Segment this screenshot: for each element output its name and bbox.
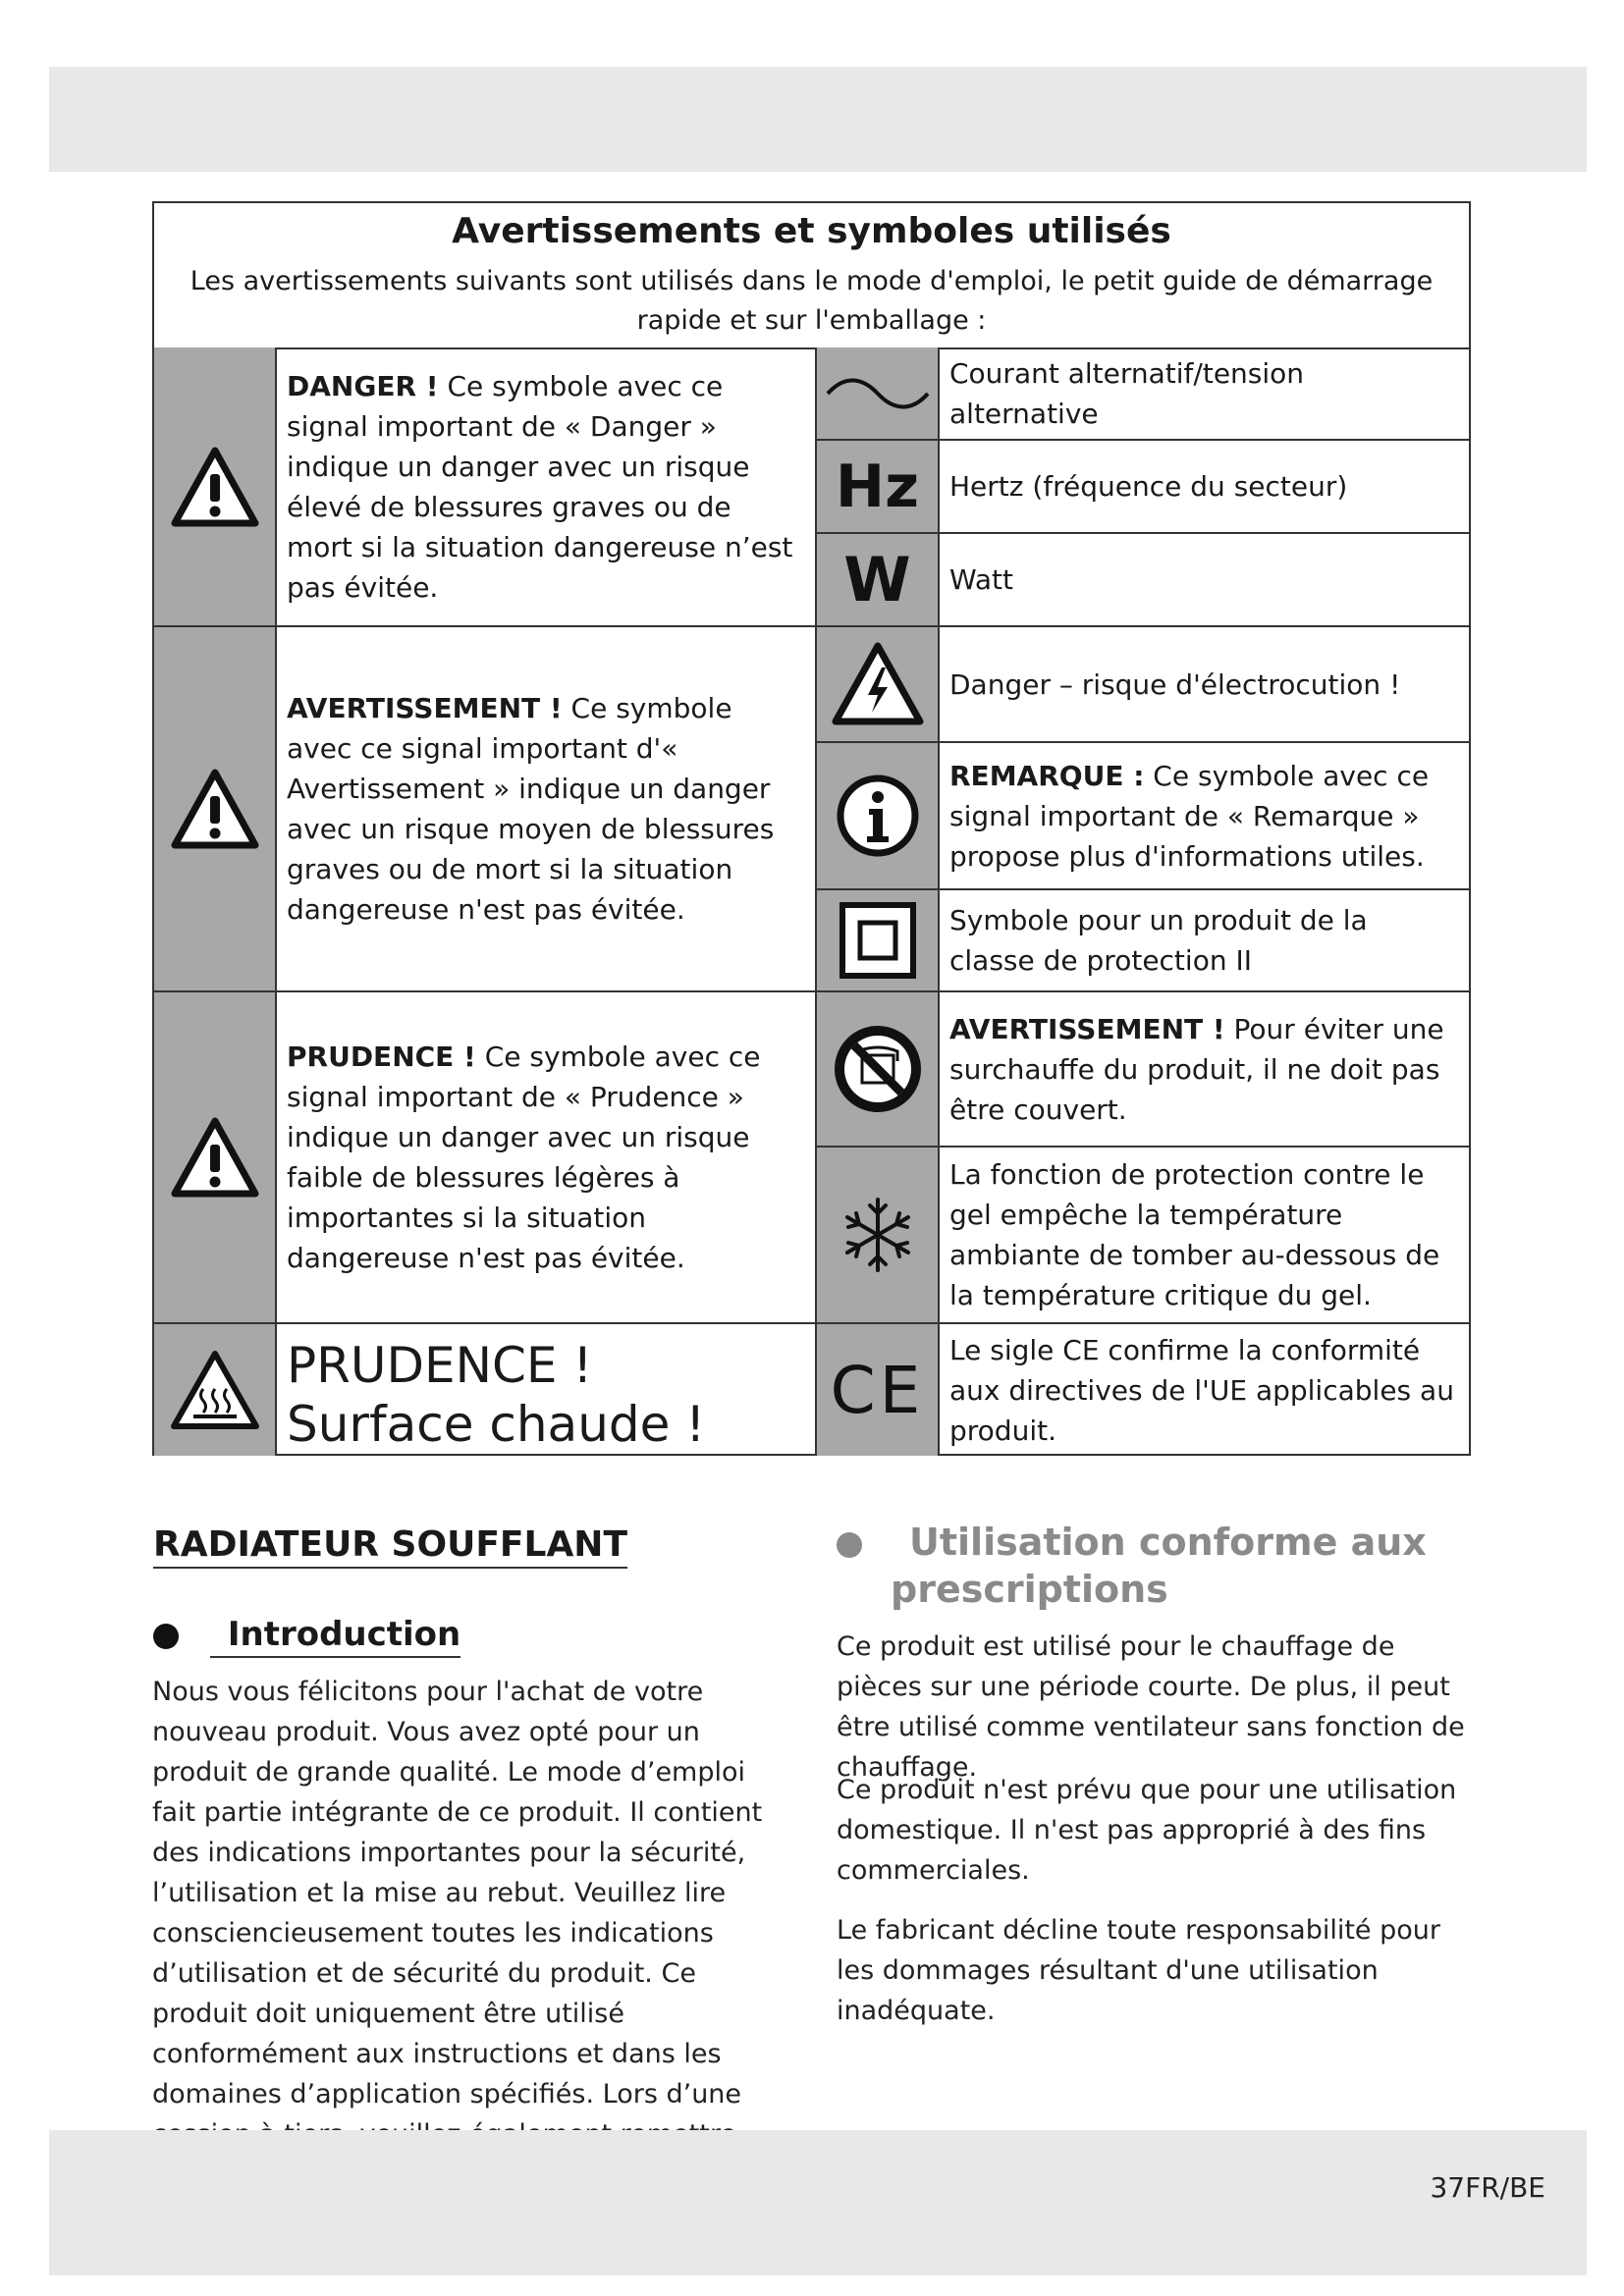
avertissement-text-cell: [277, 627, 817, 992]
danger-text-cell: [277, 347, 817, 627]
class2-icon-cell: [817, 890, 940, 992]
ac-text-cell: [940, 347, 1469, 441]
shock-description: Danger – risque d'électrocution !: [949, 667, 1401, 701]
prudence-label: PRUDENCE !: [287, 1041, 476, 1073]
warning-triangle-icon: [171, 1117, 259, 1198]
table-header: [154, 203, 1469, 349]
watt-icon: W: [843, 544, 911, 615]
hot-surface-text-cell: [277, 1324, 817, 1456]
bullet-icon: [837, 1532, 862, 1558]
page-number: 37FR/BE: [1430, 2171, 1545, 2204]
hz-icon-cell: [817, 441, 940, 534]
info-icon-cell: [817, 743, 940, 890]
ac-wave-icon: [824, 374, 932, 413]
ce-text-cell: [940, 1324, 1469, 1456]
prudence-description: Ce symbole avec ce signal important de « Prudence » indique un danger avec un risque faible de blessures légères à importantes si la situation dangereuse n'est pas évitée.: [287, 1041, 761, 1274]
warning-triangle-icon: [171, 447, 259, 527]
avertissement-icon-cell: [154, 627, 277, 992]
watt-text-cell: [940, 534, 1469, 627]
hz-description: Hertz (fréquence du secteur): [949, 470, 1348, 503]
hot-surface-line1: PRUDENCE !: [287, 1337, 593, 1394]
usage-paragraph-2: Ce produit n'est prévu que pour une utilisation domestique. Il n'est pas approprié à des fins commerciales.: [837, 1775, 1457, 1886]
electric-shock-icon: [831, 642, 925, 726]
frost-icon-cell: [817, 1148, 940, 1324]
frost-text-cell: [940, 1148, 1469, 1324]
info-icon: [836, 774, 920, 858]
intro-paragraph: Nous vous félicitons pour l'achat de votre nouveau produit. Vous avez opté pour un produit de grande qualité. Le mode d’emploi fait partie intégrante de ce produit. Il contient des indications importantes pour la sécurité, l’utilisation et la mise au rebut. Veuillez lire consciencieusement toutes les indications d’utilisation et de sécurité du produit. Ce produit doit uniquement être utilisé conformément aux instructions et dans les domaines d’application spécifiés. Lors d’une: [152, 1677, 763, 2109]
ce-mark-icon: CE: [830, 1352, 925, 1428]
shock-text-cell: [940, 627, 1469, 743]
prudence-text-cell: [277, 992, 817, 1324]
snowflake-icon: [839, 1196, 917, 1274]
header-band: [49, 67, 1587, 172]
nocover-description: Pour éviter une surchauffe du produit, il ne doit pas être couvert.: [949, 1012, 1444, 1126]
shock-icon-cell: [817, 627, 940, 743]
intro-heading-row: [153, 1615, 460, 1658]
danger-label: DANGER !: [287, 369, 439, 402]
ac-icon-cell: [817, 347, 940, 441]
table-title: Avertissements et symboles utilisés: [452, 211, 1171, 251]
remarque-text-cell: [940, 743, 1469, 890]
class2-description: Symbole pour un produit de la classe de protection II: [949, 904, 1368, 977]
nocover-label: AVERTISSEMENT !: [949, 1012, 1225, 1045]
avertissement-label: AVERTISSEMENT !: [287, 692, 563, 724]
remarque-label: REMARQUE :: [949, 759, 1145, 792]
footer-band: [49, 2130, 1587, 2275]
ce-description: Le sigle CE confirme la conformité aux directives de l'UE applicables au produit.: [949, 1333, 1454, 1447]
hot-surface-line2: Surface chaude !: [287, 1396, 706, 1453]
nocover-text-cell: [940, 992, 1469, 1148]
class2-text-cell: [940, 890, 1469, 992]
bullet-icon: [153, 1624, 179, 1649]
hz-text-cell: [940, 441, 1469, 534]
usage-paragraph-3: Le fabricant décline toute responsabilité pour les dommages résultant d'une utilisation inadéquate.: [837, 1915, 1440, 2026]
watt-icon-cell: [817, 534, 940, 627]
warnings-symbols-table: [152, 201, 1471, 1456]
hot-surface-icon: [170, 1350, 260, 1430]
remarque-description: Ce symbole avec ce signal important de « Remarque » propose plus d'informations utiles.: [949, 759, 1430, 873]
danger-icon-cell: [154, 347, 277, 627]
do-not-cover-icon: [831, 1022, 925, 1116]
watt-description: Watt: [949, 563, 1014, 596]
table-subtitle: Les avertissements suivants sont utilisés dans le mode d'emploi, le petit guide de démarrage rapide et sur l'emballage :: [189, 266, 1434, 336]
nocover-icon-cell: [817, 992, 940, 1148]
usage-heading: [837, 1519, 1427, 1613]
warning-triangle-icon: [171, 769, 259, 849]
avertissement-description: Ce symbole avec ce signal important d'« Avertissement » indique un danger avec un risque moyen de blessures graves ou de mort si la situation dangereuse n'est pas évitée.: [287, 692, 775, 926]
danger-description: Ce symbole avec ce signal important de « Danger » indique un danger avec un risque élevé de blessures graves ou de mort si la situation dangereuse n’est pas évitée.: [287, 369, 793, 604]
usage-paragraph-1: Ce produit est utilisé pour le chauffage de pièces sur une période courte. De plus, il peut être utilisé comme ventilateur sans fonction de chauffage.: [837, 1631, 1465, 1783]
frost-description: La fonction de protection contre le gel empêche la température ambiante de tomber au-dessous de la température critique du gel.: [949, 1158, 1440, 1311]
hz-icon: Hz: [835, 452, 920, 521]
product-heading: RADIATEUR SOUFFLANT: [153, 1524, 627, 1569]
usage-heading-line1: Utilisation conforme aux: [909, 1521, 1427, 1564]
class-ii-icon: [839, 901, 917, 980]
prudence-icon-cell: [154, 992, 277, 1324]
usage-heading-line2: prescriptions: [891, 1568, 1168, 1611]
ce-icon-cell: [817, 1324, 940, 1456]
hot-surface-icon-cell: [154, 1324, 277, 1456]
intro-heading: Introduction: [210, 1615, 460, 1658]
ac-description: Courant alternatif/tension alternative: [949, 356, 1305, 430]
